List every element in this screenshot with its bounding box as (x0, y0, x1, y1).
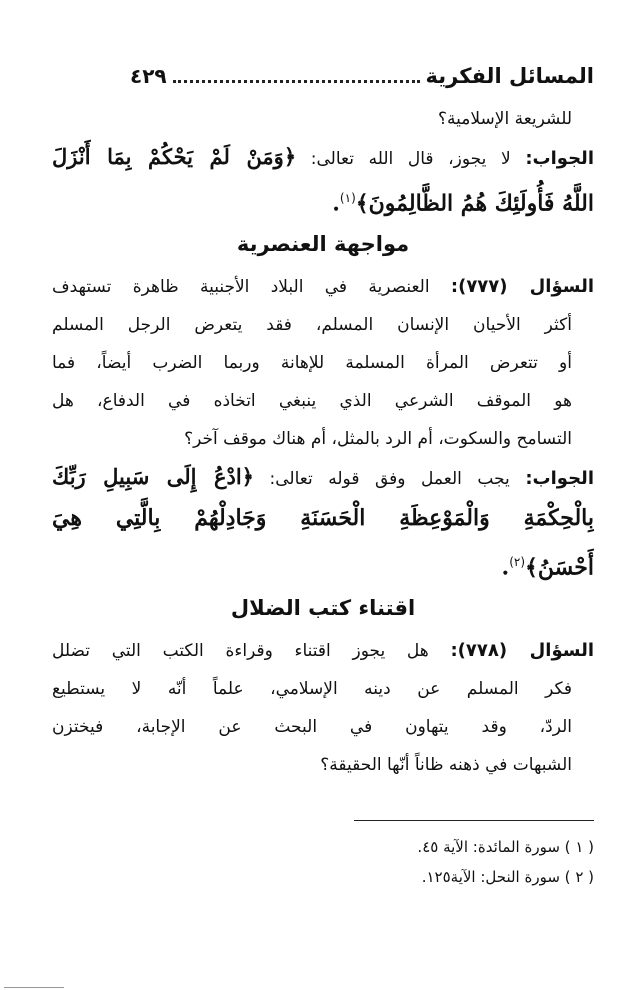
question-778-label: السؤال (٧٧٨): (450, 640, 594, 661)
intro-line: للشريعة الإسلامية؟ (438, 109, 572, 129)
answer-1-line-2 (52, 176, 594, 220)
question-778-line-3: الردّ، وقد يتهاون في البحث عن الإجابة، فيختزن (52, 717, 572, 737)
answer-2-line-2: بِالْحِكْمَةِ وَالْمَوْعِظَةِ الْحَسَنَةِ وَجَادِلْهُمْ بِالَّتِي هِيَ (52, 505, 594, 531)
footnote-separator (354, 820, 594, 821)
question-777-line-4: هو الموقف الشرعي الذي ينبغي اتخاذه في الدفاع، هل (52, 391, 572, 411)
footnote-1: ( ١ ) سورة المائدة: الآية ٤٥. (417, 838, 594, 856)
question-777-line-3: أو تتعرض المرأة المسلمة للإهانة وربما الضرب أيضاً، فما (52, 353, 572, 373)
answer-2-line-3 (52, 540, 594, 584)
section-heading-racism: مواجهة العنصرية (236, 232, 410, 256)
footnotes (52, 832, 594, 892)
footnote-ref-2: (٢) (509, 555, 526, 569)
scan-edge-mark (4, 987, 64, 988)
answer-1-text: لا يجوز، قال الله تعالى: (310, 149, 511, 169)
question-777-label: السؤال (٧٧٧): (450, 276, 594, 297)
running-title: المسائل الفكرية (425, 64, 594, 88)
question-778-text-1: هل يجوز اقتناء وقراءة الكتب التي تضلل (52, 641, 429, 661)
answer-2-end: . (501, 554, 510, 581)
question-777-text-1: العنصرية في البلاد الأجنبية ظاهرة تستهدف (52, 277, 430, 297)
answer-1-label: الجواب: (525, 148, 594, 169)
answer-1-quran-1: ﴿وَمَنْ لَمْ يَحْكُمْ بِمَا أَنْزَلَ (52, 144, 297, 169)
answer-2-label: الجواب: (525, 468, 594, 489)
question-778-line-2: فكر المسلم عن دينه الإسلامي، علماً أنّه لا يستطيع (52, 679, 572, 699)
footnote-ref-1: (١) (339, 191, 356, 205)
answer-1-quran-2: اللَّهُ فَأُولَئِكَ هُمُ الظَّالِمُونَ﴾ (355, 190, 594, 217)
section-heading-misguiding-books: اقتناء كتب الضلال (230, 596, 416, 620)
question-777-line-1 (52, 268, 594, 306)
question-777-line-5: التسامح والسكوت، أم الرد بالمثل، أم هناك موقف آخر؟ (184, 429, 572, 449)
answer-2-quran-3: أَحْسَنُ﴾ (525, 554, 594, 581)
question-778-line-4: الشبهات في ذهنه ظاناً أنّها الحقيقة؟ (320, 755, 572, 775)
answer-2-quran-1: ﴿ادْعُ إِلَى سَبِيلِ رَبِّكَ (52, 464, 254, 489)
question-778-line-1 (52, 632, 594, 670)
header-leader-dots (173, 80, 420, 83)
page-header (130, 58, 594, 94)
footnote-2: ( ٢ ) سورة النحل: الآية١٢٥. (421, 868, 594, 886)
answer-2-line-1 (52, 458, 594, 496)
answer-2-text: يجب العمل وفق قوله تعالى: (269, 469, 510, 489)
page-body (52, 100, 594, 784)
page-number: ٤٢٩ (130, 64, 167, 88)
question-777-line-2: أكثر الأحيان الإنسان المسلم، فقد يتعرض الرجل المسلم (52, 315, 572, 335)
answer-1-end: . (332, 190, 340, 217)
answer-1-line-1 (52, 138, 594, 176)
